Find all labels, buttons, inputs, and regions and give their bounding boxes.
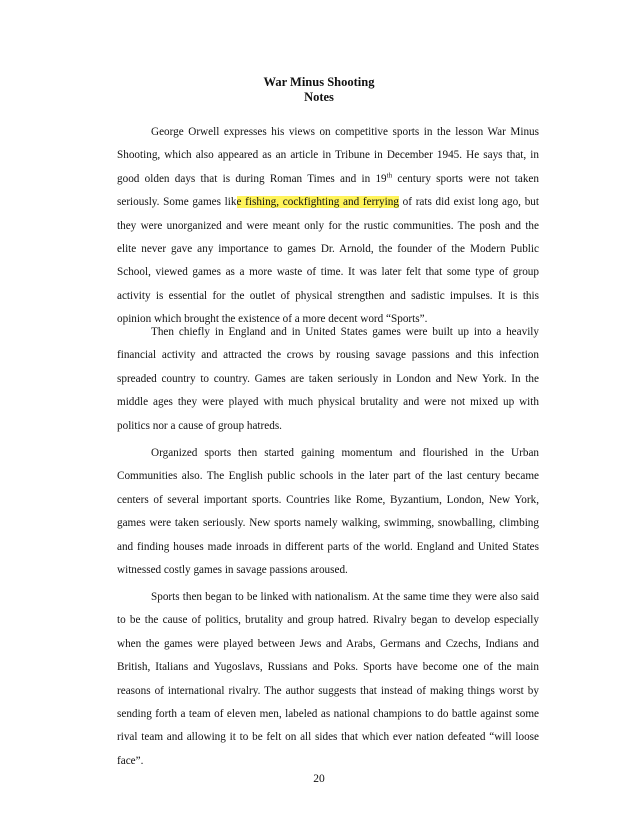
document-title: War Minus Shooting <box>263 75 375 89</box>
paragraph-1 <box>117 121 539 332</box>
paragraph-2: Then chiefly in England and in United States games were built up into a heavily financial activity and attracted the crows by rousing savage passions and this infection spreaded country to country. Games are taken seriously in London and New York. In the middle ages they were played with much physical brutality and were not mixed up with politics nor a cause of group hatreds. <box>117 326 539 432</box>
paragraph-1-text-c: of rats did exist long ago, but they were unorganized and were meant only for the rustic communities. The posh and the elite never gave any importance to games Dr. Arnold, the founder of the Modern Public School, viewed games as a more waste of time. It was later felt that some type of group activity is essential for the outlet of physical strengthen and sadistic impulses. It is this opinion which brought the existence of a more decent word “Sports”. <box>117 196 539 326</box>
paragraph-4: Sports then began to be linked with nationalism. At the same time they were also said to be the cause of politics, brutality and group hatred. Rivalry began to develop especially when the games were played between Jews and Arabs, Germans and Czechs, Indians and British, Italians and Yugoslavs, Russians and Poks. Sports have become one of the main reasons of international rivalry. The author suggests that instead of making things worst by sending forth a team of eleven men, labeled as national champions to do battle against some rival team and allowing it to be felt on all sides that which ever nation defeated “will loose face”. <box>117 591 539 767</box>
document-subtitle: Notes <box>304 90 334 104</box>
paragraph-1-text-a: George Orwell expresses his views on competitive sports in the lesson War Minus Shooting, which also appeared as an article in Tribune in December 1945. He says that, in good olden days that is during Roman Times and in 19 <box>117 126 539 185</box>
page-number: 20 <box>313 773 325 785</box>
paragraph-1-text-b: century sports were not taken seriously. Some games lik <box>117 172 539 209</box>
superscript-th: th <box>386 171 393 180</box>
paragraph-3: Organized sports then started gaining momentum and flourished in the Urban Communities also. The English public schools in the later part of the last century became centers of several important sports. Countries like Rome, Byzantium, London, New York, games were taken seriously. New sports namely walking, swimming, snowballing, climbing and finding houses made inroads in different parts of the world. England and United States witnessed costly games in savage passions aroused. <box>117 447 539 577</box>
highlighted-text: e fishing, cockfighting and ferrying <box>236 196 399 209</box>
